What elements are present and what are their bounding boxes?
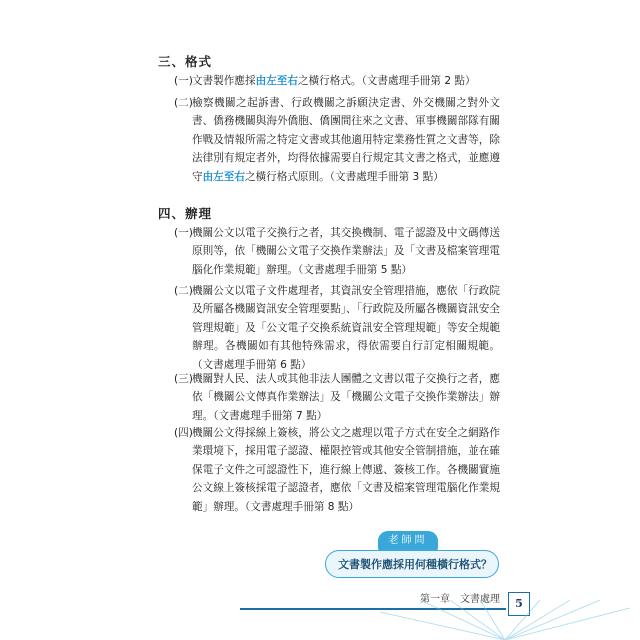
handling-item-2 xyxy=(174,282,500,374)
handling-item-3 xyxy=(174,370,500,425)
format-item-2 xyxy=(174,94,500,186)
highlight-text: 由左至右 xyxy=(255,75,298,87)
item-number: (四) xyxy=(174,427,193,439)
chapter-footer: 第一章 文書處理 xyxy=(420,594,500,605)
highlight-text: 由左至右 xyxy=(202,170,245,183)
section-title-format: 三、格式 xyxy=(158,54,213,69)
item-number: (一) xyxy=(174,227,193,239)
teacher-question-text: 文書製作應採用何種橫行格式？ xyxy=(338,558,492,571)
format-item-1 xyxy=(174,72,500,90)
teacher-asks-tab: 老師問 xyxy=(378,531,438,551)
handling-item-4 xyxy=(174,424,500,516)
section-title-handling: 四、辦理 xyxy=(158,206,213,221)
item-text: 機關公文以電子文件處理者，其資訊安全管理措施，應依「行政院及所屬各機關資訊安全管理要點」、「行政院及所屬各機關資訊安全管理規範」及「公文電子交換系統資訊安全管理規範」等安全規範辦理。各機關如有其他特殊需求，得依需要自行訂定相關規範。（文書處理手冊第 6 點） xyxy=(192,285,500,371)
item-number: (二) xyxy=(174,285,193,297)
handling-item-1 xyxy=(174,224,500,279)
item-number: (三) xyxy=(174,373,193,385)
item-text: 機關公文得採線上簽核，將公文之處理以電子方式在安全之網路作業環境下，採用電子認證、權限控管或其他安全管制措施，並在確保電子文件之可認證性下，進行線上傳遞、簽核工作。各機關實施公文線上簽核採電子認證者，應依「文書及檔案管理電腦化作業規範」辦理。（文書處理手冊第 8 點） xyxy=(192,427,500,513)
item-text: 文書製作應採由左至右之橫行格式。（文書處理手冊第 2 點） xyxy=(192,75,476,87)
page-number-badge: 5 xyxy=(508,592,530,616)
item-number: (一) xyxy=(174,75,193,87)
decorative-rays-icon xyxy=(0,600,640,640)
item-text: 機關公文以電子交換行之者，其交換機制、電子認證及中文碼傳送原則等，依「機關公文電子交換作業辦法」及「文書及檔案管理電腦化作業規範」辦理。（文書處理手冊第 5 點） xyxy=(192,227,500,276)
item-text: 機關對人民、法人或其他非法人團體之文書以電子交換行之者，應依「機關公文傳真作業辦法」及「機關公文電子交換作業辦法」辦理。（文書處理手冊第 7 點） xyxy=(192,373,500,422)
item-text: 檢察機關之起訴書、行政機關之訴願決定書、外交機關之對外文書、僑務機關與海外僑胞、僑團間往來之文書、軍事機關部隊有關作戰及情報所需之特定文書或其他適用特定業務性質之文書等，除法律別有規定者外，均得依據需要自行規定其文書之格式，並應遵守由左至右之橫行格式原則。（文書處理手冊第 3 點） xyxy=(192,97,500,183)
item-number: (二) xyxy=(174,97,193,109)
